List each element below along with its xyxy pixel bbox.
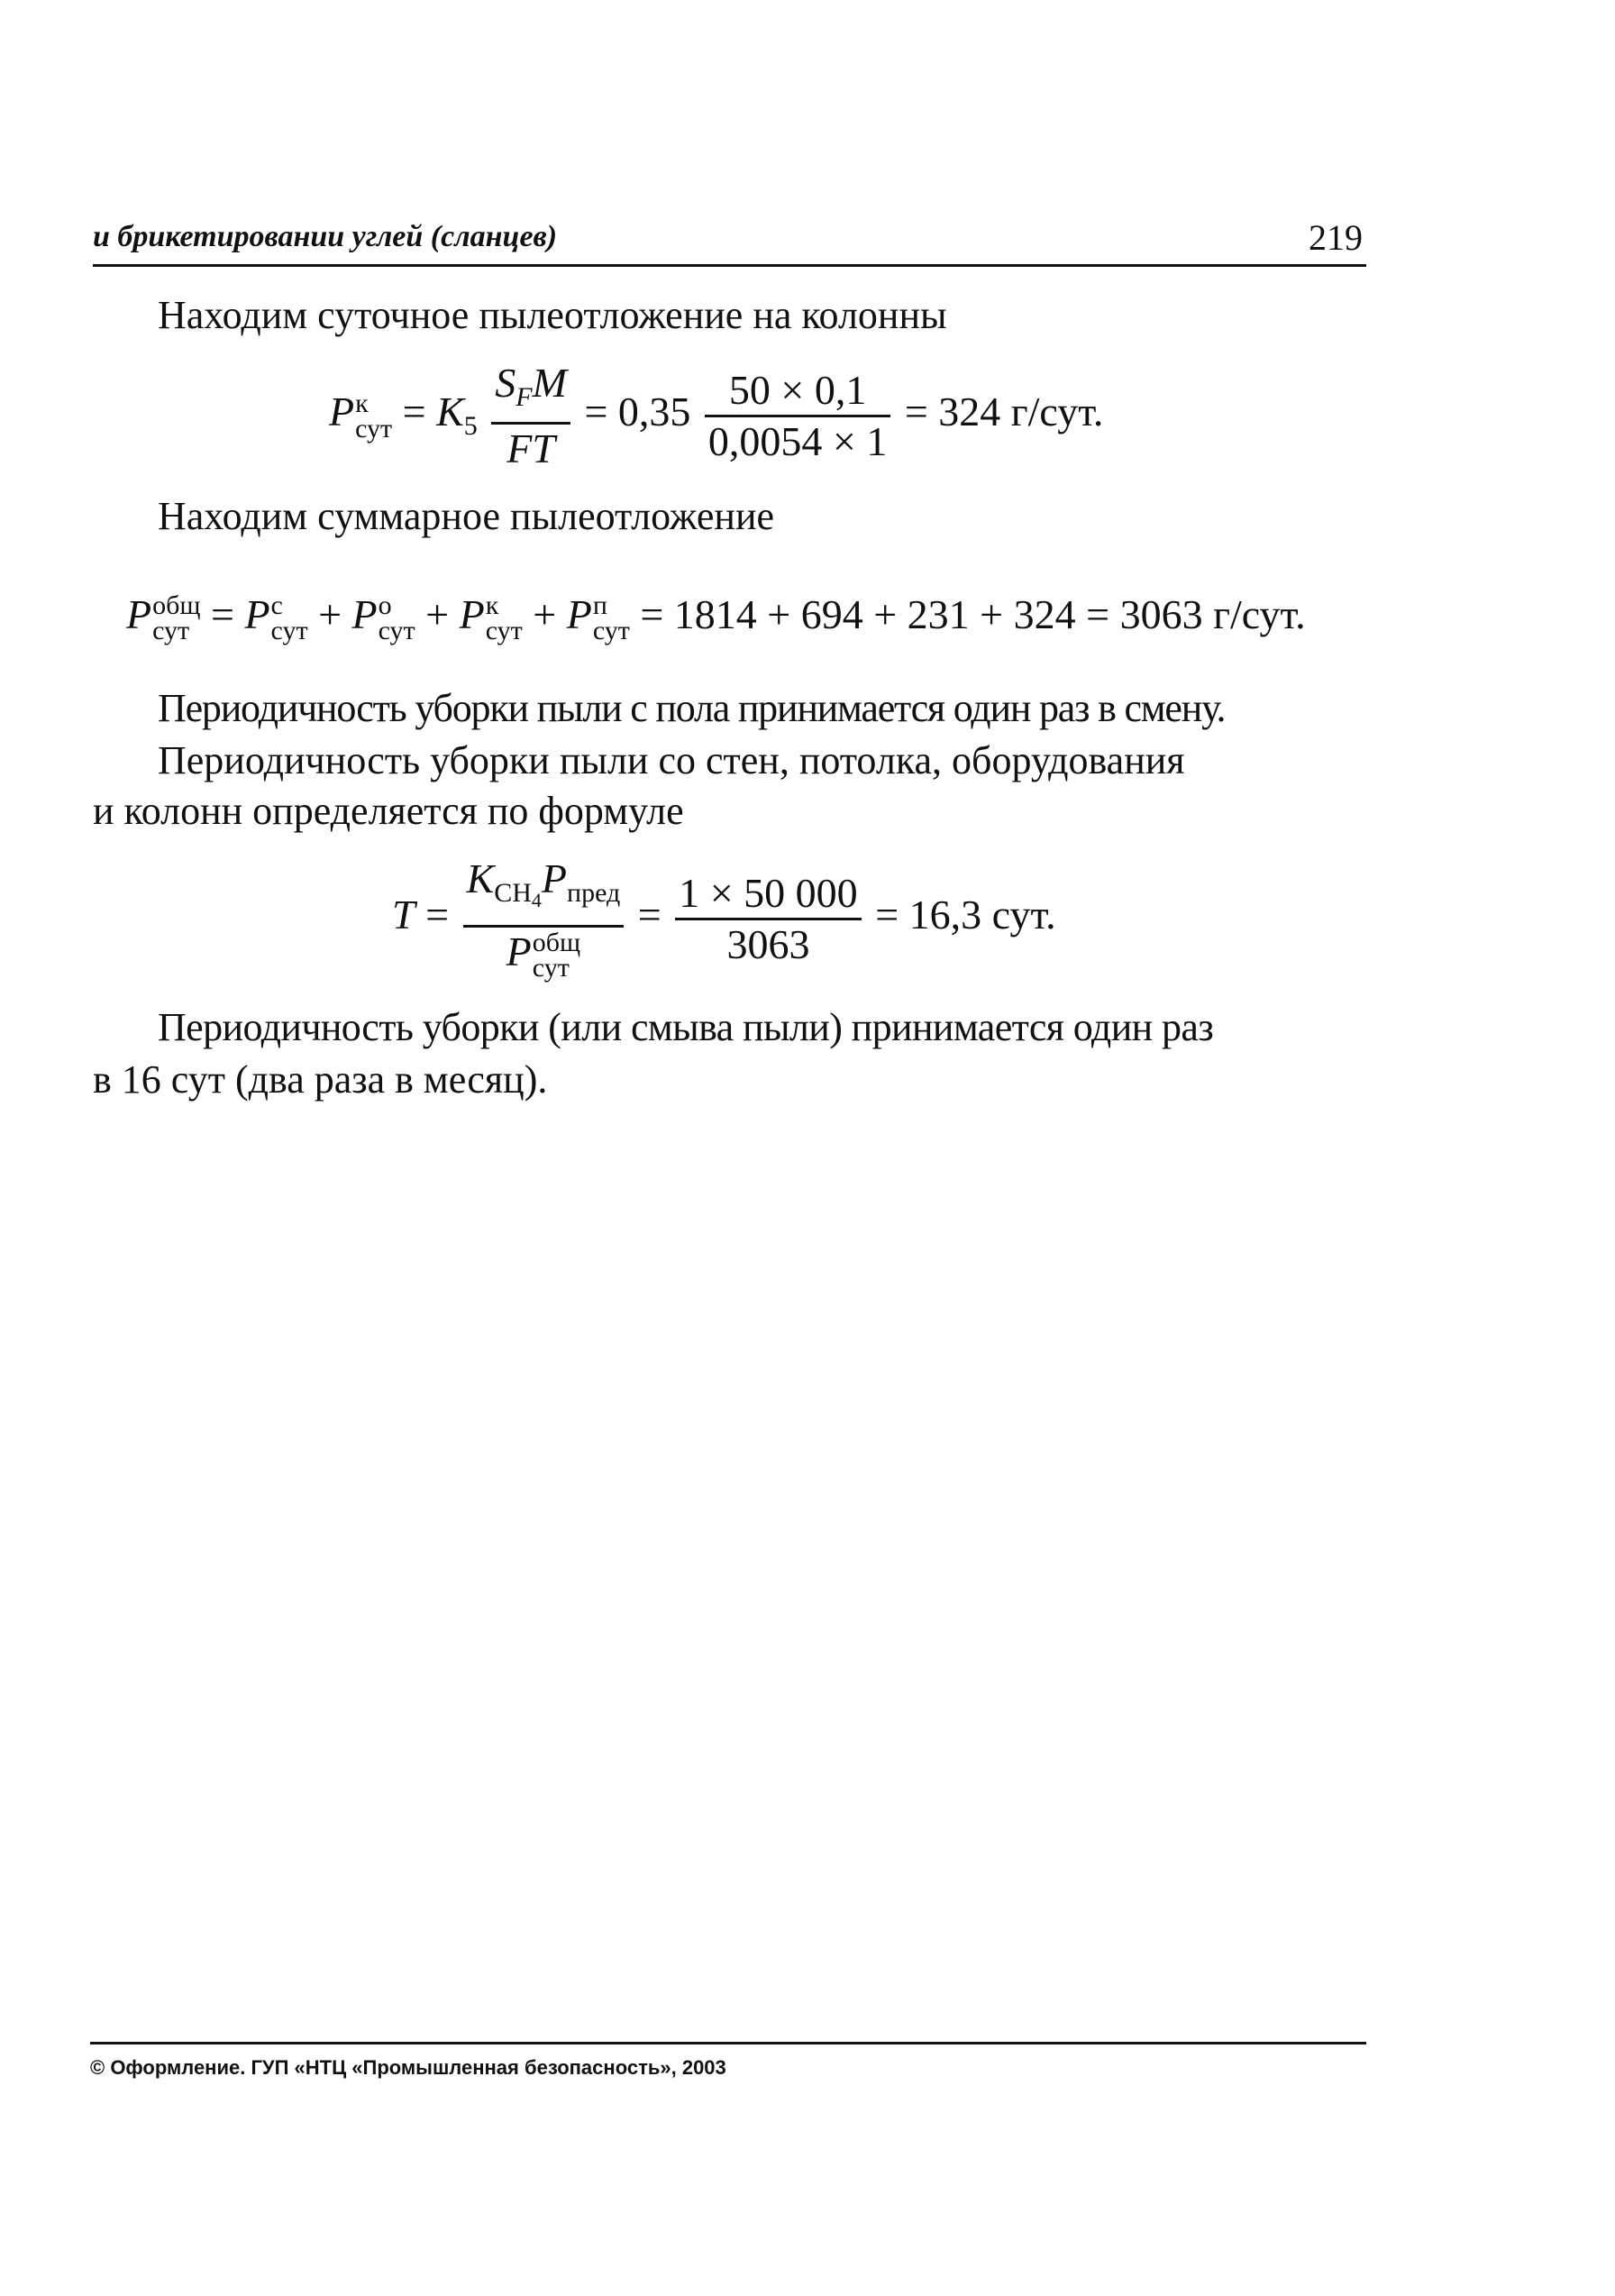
paragraph-floor-cleaning: Периодичность уборки пыли с пола принимается один раз в смену. bbox=[158, 686, 1226, 730]
coefficient: = 0,35 bbox=[584, 389, 691, 435]
formula-column-dust bbox=[329, 361, 1103, 471]
footer-rule bbox=[90, 2042, 1366, 2044]
paragraph-column-dust: Находим суточное пылеотложение на колонны bbox=[158, 293, 947, 337]
sup-sub-pair: с сут bbox=[270, 590, 308, 646]
header-rule bbox=[93, 264, 1366, 267]
sup-sub-pair: п сут bbox=[592, 590, 630, 646]
formula-result: = 16,3 сут. bbox=[875, 891, 1056, 938]
sup-sub-pair: о сут bbox=[378, 590, 415, 646]
sup-sub-pair: к сут bbox=[485, 590, 523, 646]
formula-subscript: 5 bbox=[463, 411, 478, 442]
paragraph-cleaning-frequency-line1: Периодичность уборки (или смыва пыли) принимается один раз bbox=[158, 1005, 1214, 1049]
formula-period: T = $K_{CH4}P_{пред}$ P общ сут = $\frac{1 \times 50 000}{3063}$ = 16,3 сут. bbox=[392, 855, 1056, 983]
sup-sub-pair: к сут bbox=[355, 388, 393, 444]
running-header: и брикетировании углей (сланцев) bbox=[93, 220, 558, 253]
fraction-numeric: $\frac{1 \times 50 000}{3063}$ bbox=[675, 871, 861, 967]
formula-symbol: P bbox=[329, 389, 355, 435]
footer-copyright: © Оформление. ГУП «НТЦ «Промышленная безопасность», 2003 bbox=[90, 2056, 726, 2079]
fraction-symbolic: $\frac{S_FM}{FT}$ bbox=[491, 361, 570, 471]
page-number: 219 bbox=[1309, 217, 1363, 258]
formula-result: = 1814 + 694 + 231 + 324 = 3063 г/сут. bbox=[640, 591, 1306, 637]
sup-sub-pair: общ сут bbox=[152, 590, 201, 646]
paragraph-wall-cleaning-line2: и колонн определяется по формуле bbox=[93, 789, 684, 833]
formula-result: = 324 г/сут. bbox=[904, 389, 1104, 435]
formula-total-dust: P общ сут = P с сут + P о сут + P к сут + P п сут = 1814 + 694 + 231 + 324 = 3063 г/сут. bbox=[126, 590, 1306, 646]
formula-symbol: K bbox=[436, 389, 464, 435]
paragraph-wall-cleaning-line1: Периодичность уборки пыли со стен, потолка, оборудования bbox=[158, 738, 1185, 782]
equals-sign: = bbox=[402, 389, 426, 435]
paragraph-cleaning-frequency-line2: в 16 сут (два раза в месяц). bbox=[93, 1057, 548, 1102]
fraction-symbolic: $K_{CH4}P_{пред}$ P общ сут bbox=[463, 856, 625, 981]
paragraph-total-dust: Находим суммарное пылеотложение bbox=[158, 494, 775, 538]
fraction-numeric: $\frac{50 \times 0,1}{0,0054 \times 1}$ bbox=[705, 368, 890, 464]
